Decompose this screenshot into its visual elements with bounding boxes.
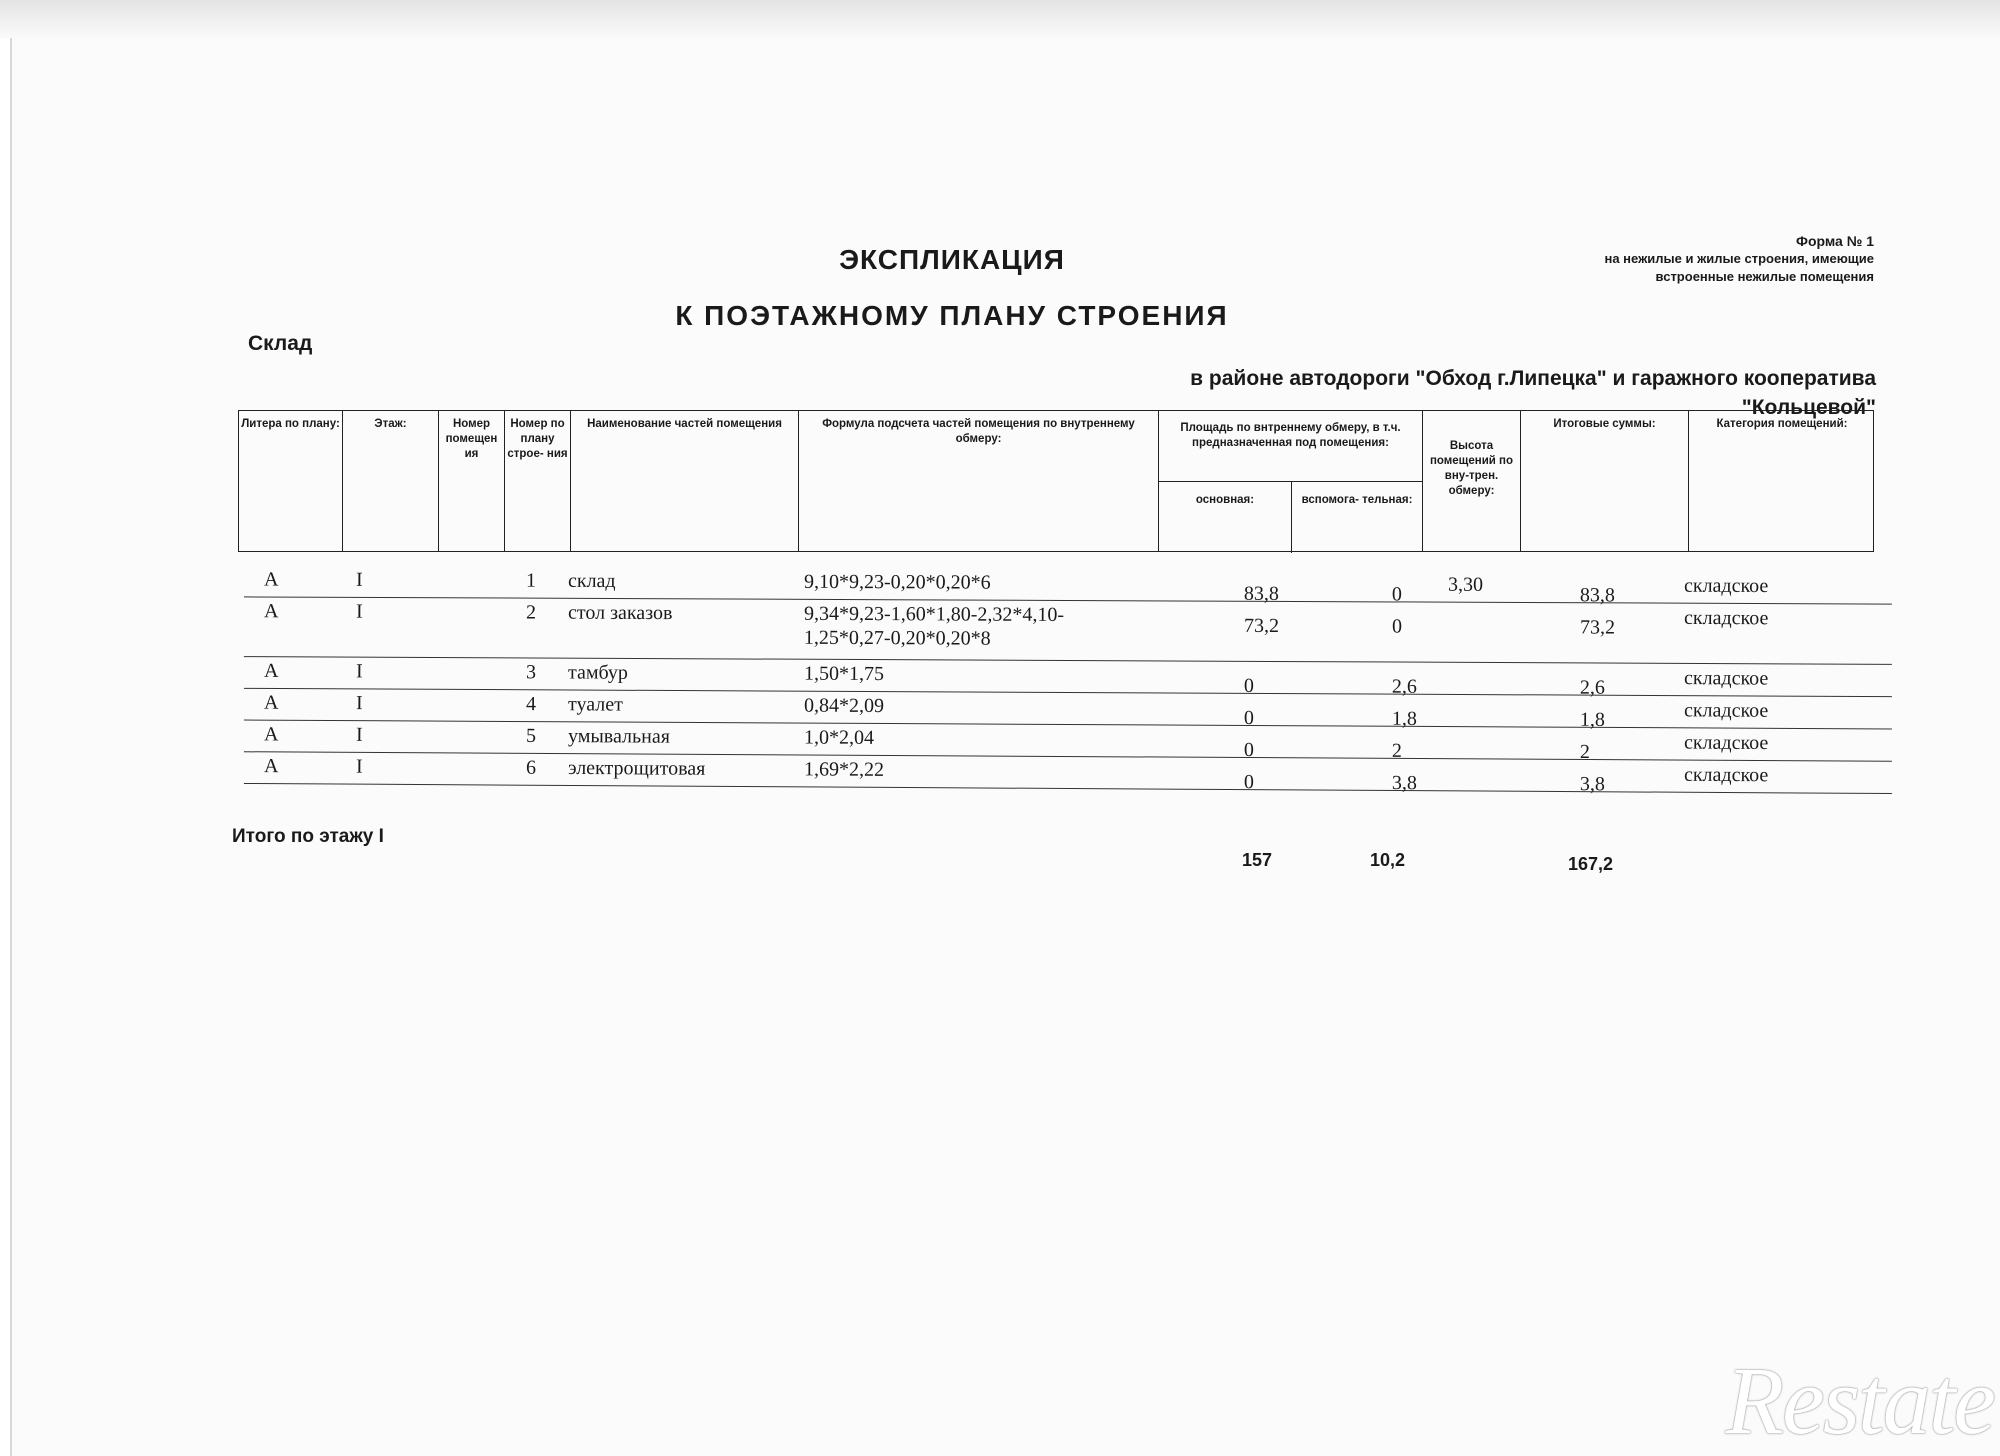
cell-formula: 0,84*2,09 <box>803 694 885 718</box>
header-height: Высота помещений по вну-трен. обмеру: <box>1423 411 1521 551</box>
header-litera: Литера по плану: <box>239 411 343 551</box>
header-area-label: Площадь по внтреннему обмеру, в т.ч. предназначенная под помещения: <box>1180 422 1401 449</box>
cell-aux: 1,8 <box>1391 707 1418 730</box>
cell-floor: I <box>355 660 363 683</box>
cell-floor: I <box>355 568 363 591</box>
cell-total: 2 <box>1579 740 1591 764</box>
cell-floor: I <box>355 723 363 746</box>
cell-main: 0 <box>1243 706 1255 730</box>
cell-floor: I <box>355 755 363 778</box>
header-area-main: основная: <box>1195 494 1255 506</box>
cell-litera: А <box>263 755 279 778</box>
cell-aux: 0 <box>1391 583 1403 606</box>
location-line1: в районе автодороги "Обход г.Липецка" и гаражного кооператива <box>1190 367 1876 390</box>
cell-formula: 1,0*2,04 <box>803 726 875 749</box>
form-note-line1: Форма № 1 <box>1796 233 1874 249</box>
cell-total: 1,8 <box>1579 708 1606 731</box>
cell-name: электрощитовая <box>567 756 706 780</box>
document-title: ЭКСПЛИКАЦИЯ <box>839 244 1065 275</box>
form-note-line3: встроенные нежилые помещения <box>1655 269 1874 284</box>
totals-aux: 10,2 <box>1370 850 1406 870</box>
cell-litera: А <box>263 691 279 714</box>
header-name: Наименование частей помещения <box>571 411 799 551</box>
location-line2: "Кольцевой" <box>1741 396 1876 419</box>
cell-name: туалет <box>567 693 623 716</box>
cell-category: складское <box>1683 763 1769 787</box>
cell-main: 83,8 <box>1243 582 1280 605</box>
table-header <box>238 410 1874 552</box>
cell-total: 3,8 <box>1579 773 1606 796</box>
header-room-number: Номер помещен ия <box>439 411 505 551</box>
cell-aux: 3,8 <box>1391 771 1418 795</box>
totals-total: 167,2 <box>1568 854 1614 874</box>
totals-label: Итого по этажу I <box>232 826 384 847</box>
cell-formula: 9,34*9,23-1,60*1,80-2,32*4,10- <box>804 602 1065 626</box>
cell-category: складское <box>1683 699 1769 722</box>
cell-aux: 2 <box>1391 739 1403 762</box>
scan-top-edge <box>0 0 2000 38</box>
cell-formula: 1,50*1,75 <box>803 662 885 686</box>
header-formula: Формула подсчета частей помещения по внутреннему обмеру: <box>799 411 1159 551</box>
cell-num: 5 <box>525 724 537 747</box>
cell-height: 3,30 <box>1447 573 1484 596</box>
cell-num: 2 <box>526 601 537 624</box>
cell-formula: 9,10*9,23-0,20*0,20*6 <box>803 570 991 594</box>
header-area-aux: вспомога- тельная: <box>1301 494 1413 506</box>
cell-floor: I <box>355 692 363 715</box>
cell-name: тамбур <box>567 661 629 684</box>
cell-category: складское <box>1684 606 1769 630</box>
building-name: Склад <box>248 332 313 355</box>
cell-num: 3 <box>525 661 537 684</box>
header-category: Категория помещений: <box>1716 418 1848 430</box>
cell-name: склад <box>567 569 616 593</box>
cell-num: 6 <box>525 756 537 779</box>
totals-main: 157 <box>1242 850 1273 870</box>
document-subtitle: К ПОЭТАЖНОМУ ПЛАНУ СТРОЕНИЯ <box>675 300 1229 331</box>
header-floor: Этаж: <box>343 411 439 551</box>
header-area-split <box>1291 481 1292 553</box>
cell-main: 0 <box>1243 771 1255 794</box>
cell-litera: А <box>264 600 279 623</box>
cell-main: 0 <box>1243 674 1255 697</box>
cell-total: 2,6 <box>1579 676 1606 699</box>
cell-num: 4 <box>525 693 537 716</box>
table-row <box>244 596 1892 665</box>
header-totals: Итоговые суммы: <box>1521 411 1689 551</box>
header-plan-number: Номер по плану строе- ния <box>505 411 571 551</box>
cell-formula2: 1,25*0,27-0,20*0,20*8 <box>803 626 991 650</box>
cell-name: умывальная <box>567 725 671 748</box>
cell-litera: А <box>263 723 279 746</box>
cell-formula: 1,69*2,22 <box>803 758 885 781</box>
header-area <box>1159 411 1423 551</box>
cell-floor: I <box>356 600 363 623</box>
cell-category: складское <box>1683 667 1769 690</box>
cell-main: 73,2 <box>1243 614 1280 637</box>
cell-category: складское <box>1683 731 1769 755</box>
cell-aux: 0 <box>1391 615 1403 638</box>
cell-main: 0 <box>1243 739 1255 762</box>
cell-total: 83,8 <box>1579 584 1616 607</box>
cell-name: стол заказов <box>568 601 673 625</box>
cell-litera: А <box>263 568 279 591</box>
cell-litera: А <box>263 659 279 683</box>
form-note-line2: на нежилые и жилые строения, имеющие <box>1604 251 1874 266</box>
cell-category: складское <box>1683 574 1769 598</box>
watermark-logo: Restate <box>1725 1347 1994 1454</box>
cell-aux: 2,6 <box>1391 675 1418 698</box>
cell-total: 73,2 <box>1579 616 1616 639</box>
cell-num: 1 <box>525 569 537 592</box>
floor-totals <box>0 820 2000 880</box>
